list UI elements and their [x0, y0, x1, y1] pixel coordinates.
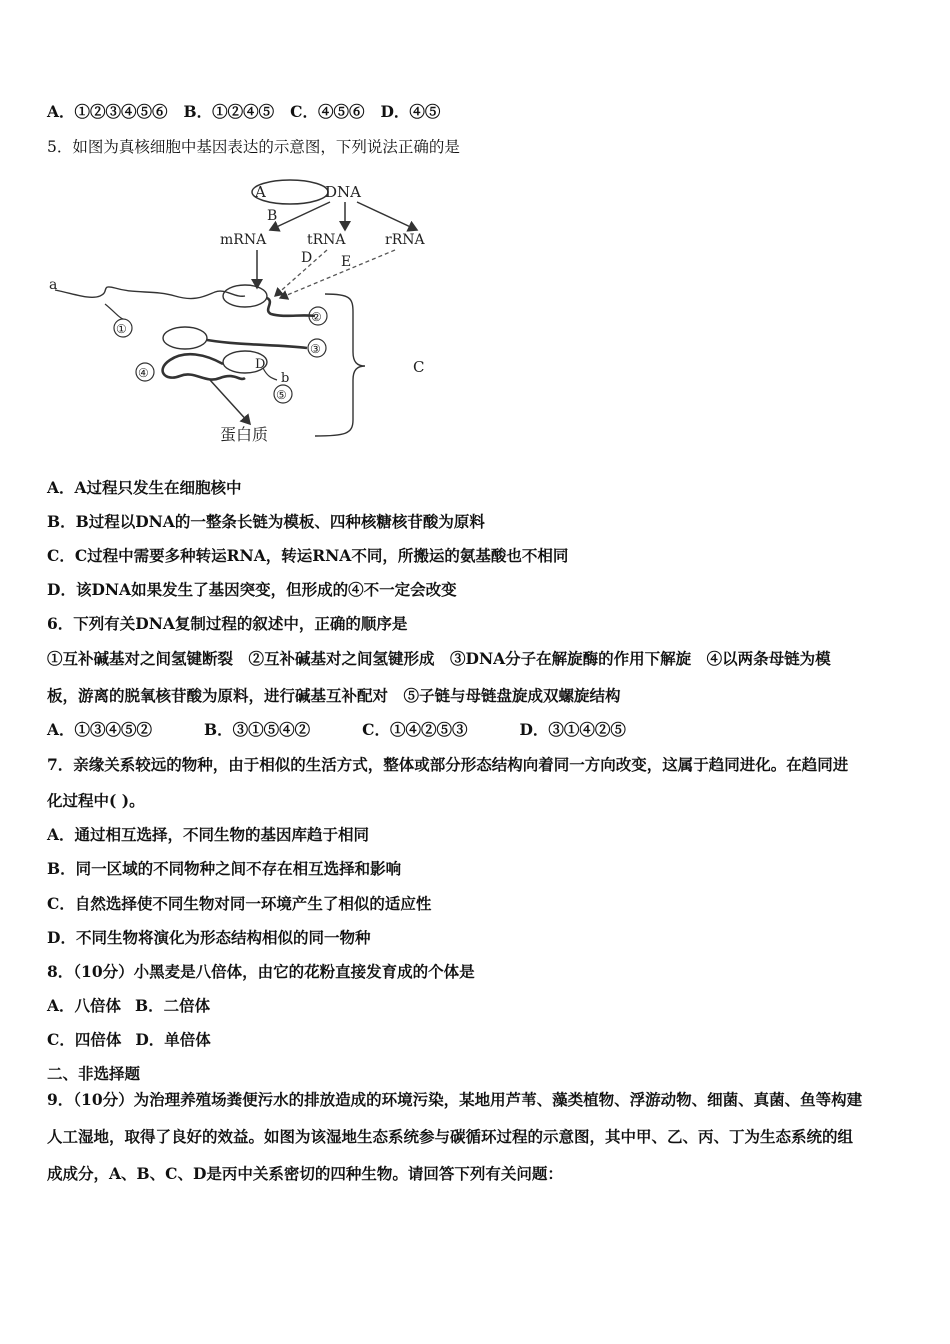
- q5-option-c[interactable]: C．C过程中需要多种转运RNA，转运RNA不同，所搬运的氨基酸也不相同: [47, 546, 569, 565]
- label-DNA: DNA: [325, 183, 361, 201]
- q4-option-c[interactable]: C．④⑤⑥: [290, 102, 365, 121]
- q4-options: [47, 102, 440, 122]
- label-b: b: [281, 371, 290, 386]
- q6-option-a[interactable]: A．①③④⑤②: [47, 720, 153, 739]
- q5-option-d[interactable]: D．该DNA如果发生了基因突变，但形成的④不一定会改变: [47, 580, 457, 599]
- mrna-strand-2: [105, 304, 123, 319]
- q6-option-b[interactable]: B．③①⑤④②: [204, 720, 311, 739]
- q7-option-a[interactable]: A．通过相互选择，不同生物的基因库趋于相同: [47, 825, 370, 844]
- label-rRNA: rRNA: [385, 232, 425, 248]
- label-3: ③: [310, 342, 321, 356]
- q7-option-b[interactable]: B．同一区域的不同物种之间不存在相互选择和影响: [47, 859, 402, 878]
- section-heading: 二、非选择题: [47, 1064, 141, 1083]
- arrow-E: [280, 250, 395, 298]
- q5-option-a[interactable]: A．A过程只发生在细胞核中: [47, 478, 242, 497]
- label-protein: 蛋白质: [220, 425, 269, 444]
- peptide-2: [267, 298, 315, 316]
- q6-option-c[interactable]: C．①④②⑤③: [362, 720, 468, 739]
- label-D: D: [301, 250, 313, 266]
- q4-option-a[interactable]: A．①②③④⑤⑥: [47, 102, 168, 121]
- arrow-dna-rrna: [357, 202, 417, 230]
- q8-options-row-2: [47, 1030, 211, 1050]
- q8-option-d[interactable]: D．单倍体: [135, 1030, 211, 1049]
- gene-expression-diagram: [45, 172, 465, 444]
- mrna-strand: [55, 287, 245, 299]
- label-D-2: D: [255, 357, 266, 372]
- label-A: A: [255, 183, 266, 201]
- q7-option-d[interactable]: D．不同生物将演化为形态结构相似的同一物种: [47, 928, 371, 947]
- q4-option-b[interactable]: B．①②④⑤: [183, 102, 275, 121]
- q5-stem: 5．如图为真核细胞中基因表达的示意图，下列说法正确的是: [47, 138, 460, 156]
- q7-stem-2: 化过程中( )。: [47, 791, 145, 810]
- q8-stem: 8．（10分）小黑麦是八倍体，由它的花粉直接发育成的个体是: [47, 962, 475, 981]
- peptide-4: [163, 354, 245, 379]
- q6-stem: 6．下列有关DNA复制过程的叙述中，正确的顺序是: [47, 614, 408, 633]
- q6-option-d[interactable]: D．③①④②⑤: [519, 720, 626, 739]
- q5-option-b[interactable]: B．B过程以DNA的一整条长链为模板、四种核糖核苷酸为原料: [47, 512, 485, 531]
- arrow-protein: [210, 380, 250, 424]
- q6-statement-1: ①互补碱基对之间氢键断裂 ②互补碱基对之间氢键形成 ③DNA分子在解旋酶的作用下解旋 ④以两条母链为模: [47, 649, 831, 668]
- q8-option-a[interactable]: A．八倍体: [47, 996, 122, 1015]
- ribosome-2: [163, 327, 207, 349]
- label-2: ②: [311, 310, 322, 324]
- label-B: B: [267, 208, 278, 224]
- q7-option-c[interactable]: C．自然选择使不同生物对同一环境产生了相似的适应性: [47, 894, 432, 913]
- label-mRNA: mRNA: [220, 232, 267, 248]
- label-1: ①: [116, 322, 127, 336]
- arrow-dna-mrna: [270, 202, 330, 230]
- label-E: E: [341, 254, 352, 270]
- label-4: ④: [138, 366, 149, 380]
- q6-options: [47, 720, 626, 740]
- q6-statement-2: 板，游离的脱氧核苷酸为原料，进行碱基互补配对 ⑤子链与母链盘旋成双螺旋结构: [47, 686, 621, 705]
- label-tRNA: tRNA: [307, 232, 346, 248]
- q4-option-d[interactable]: D．④⑤: [380, 102, 441, 121]
- q8-option-b[interactable]: B．二倍体: [135, 996, 211, 1015]
- brace-C: [315, 294, 365, 436]
- q7-stem-1: 7．亲缘关系较远的物种，由于相似的生活方式，整体或部分形态结构向着同一方向改变，这属于趋同进化。在趋同进: [47, 755, 849, 774]
- label-C: C: [413, 358, 425, 376]
- q9-stem-3: 成成分，A、B、C、D是丙中关系密切的四种生物。请回答下列有关问题：: [47, 1164, 563, 1183]
- peptide-3: [207, 340, 307, 348]
- q8-option-c[interactable]: C．四倍体: [47, 1030, 122, 1049]
- q8-options-row-1: [47, 996, 210, 1016]
- label-5: ⑤: [276, 388, 287, 402]
- label-a: a: [49, 277, 58, 293]
- q9-stem-2: 人工湿地，取得了良好的效益。如图为该湿地生态系统参与碳循环过程的示意图，其中甲、乙、丙、丁为生态系统的组: [47, 1127, 854, 1146]
- q9-stem-1: 9．（10分）为治理养殖场粪便污水的排放造成的环境污染，某地用芦苇、藻类植物、浮游动物、细菌、真菌、鱼等构建: [47, 1090, 863, 1109]
